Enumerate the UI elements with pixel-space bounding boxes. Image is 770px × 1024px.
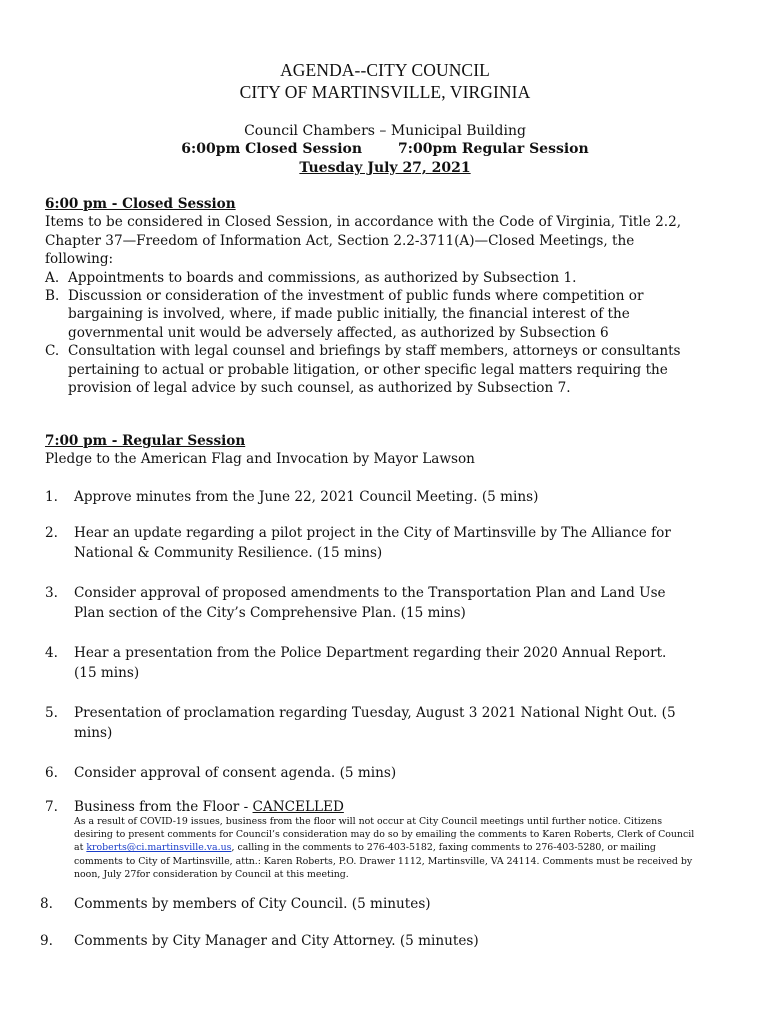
meeting-date xyxy=(0,160,770,176)
note-line-5: noon, July 27for consideration by Council at this meeting. xyxy=(74,868,349,880)
item-text: Approve minutes from the June 22, 2021 Council Meeting. (5 mins) xyxy=(74,489,539,505)
closed-session-heading: 6:00 pm - Closed Session xyxy=(45,196,236,212)
clerk-email-link[interactable]: kroberts@ci.martinsville.va.us xyxy=(86,842,232,854)
cancelled-status: CANCELLED xyxy=(252,799,344,815)
meeting-location: Council Chambers – Municipal Building xyxy=(244,123,526,139)
item-text xyxy=(45,797,735,817)
regular-session-heading: 7:00 pm - Regular Session xyxy=(45,433,246,449)
closed-intro-line-2: Chapter 37—Freedom of Information Act, Section 2.2-3711(A)—Closed Meetings, the xyxy=(45,232,635,249)
closed-session-section xyxy=(45,195,735,397)
note-line-2: desiring to present comments for Council’s consideration may do so by emailing the comments to Karen Roberts, Clerk of Council xyxy=(74,829,695,841)
meeting-date-text: Tuesday July 27, 2021 xyxy=(299,160,471,176)
agenda-title: AGENDA--CITY COUNCIL xyxy=(280,60,490,80)
agenda-item-2 xyxy=(45,523,735,563)
item-text: Comments by members of City Council. (5 minutes) xyxy=(74,896,431,912)
item-number: 2. xyxy=(45,525,58,541)
item-number: 5. xyxy=(45,705,58,721)
closed-item-text: pertaining to actual or probable litigation, or other specific legal matters requiring the xyxy=(68,361,668,378)
agenda-item-8 xyxy=(40,894,730,914)
item-text: Plan section of the City’s Comprehensive Plan. (15 mins) xyxy=(74,605,466,621)
closed-item-marker: A. xyxy=(45,269,60,286)
item-number: 8. xyxy=(40,896,53,912)
closed-item-text: governmental unit would be adversely affected, as authorized by Subsection 6 xyxy=(68,324,609,341)
closed-item-text: Appointments to boards and commissions, as authorized by Subsection 1. xyxy=(68,269,577,286)
agenda-item-4 xyxy=(45,643,735,683)
note-line-4: comments to City of Martinsville, attn.: Karen Roberts, P.O. Drawer 1112, Martinsville, VA 24114. Comments must be received by xyxy=(74,855,693,867)
item-number: 3. xyxy=(45,585,58,601)
closed-item-text: bargaining is involved, where, if made public initially, the financial interest of the xyxy=(68,306,630,323)
item-text: mins) xyxy=(74,725,113,741)
closed-item-b xyxy=(45,287,735,342)
item-number: 4. xyxy=(45,645,58,661)
item-text: Consider approval of consent agenda. (5 mins) xyxy=(74,765,397,781)
item-text-label: Business from the Floor - xyxy=(74,799,253,815)
item-text: (15 mins) xyxy=(74,665,140,681)
session-times xyxy=(0,141,770,157)
closed-intro-line-3: following: xyxy=(45,251,114,268)
item-number: 1. xyxy=(45,489,58,505)
covid-note xyxy=(74,815,734,881)
note-line-3-pre: at xyxy=(74,842,87,854)
closed-item-marker: B. xyxy=(45,288,60,305)
regular-session-time: 7:00pm Regular Session xyxy=(398,141,589,157)
item-text: Consider approval of proposed amendments to the Transportation Plan and Land Use xyxy=(74,585,666,601)
agenda-item-5 xyxy=(45,703,735,743)
pledge-line: Pledge to the American Flag and Invocation by Mayor Lawson xyxy=(45,451,475,468)
closed-session-time: 6:00pm Closed Session xyxy=(181,141,363,157)
agenda-item-3 xyxy=(45,583,735,623)
closed-item-a xyxy=(45,269,735,287)
city-title: CITY OF MARTINSVILLE, VIRGINIA xyxy=(239,82,531,102)
closed-item-c xyxy=(45,342,735,397)
item-text: Comments by City Manager and City Attorney. (5 minutes) xyxy=(74,933,479,949)
item-text: National & Community Resilience. (15 mins) xyxy=(74,545,383,561)
closed-item-text: Consultation with legal counsel and briefings by staff members, attorneys or consultants xyxy=(68,343,681,360)
note-line-3 xyxy=(74,841,734,854)
closed-intro-line-1: Items to be considered in Closed Session, in accordance with the Code of Virginia, Title 2.2, xyxy=(45,214,682,231)
item-number: 9. xyxy=(40,933,53,949)
item-text: Hear a presentation from the Police Department regarding their 2020 Annual Report. xyxy=(74,645,667,661)
item-number: 6. xyxy=(45,765,58,781)
item-number: 7. xyxy=(45,799,58,815)
agenda-item-9 xyxy=(40,931,730,951)
item-text: Presentation of proclamation regarding Tuesday, August 3 2021 National Night Out. (5 xyxy=(74,705,676,721)
note-line-1: As a result of COVID-19 issues, business from the floor will not occur at City Council meetings until further notice. Citizens xyxy=(74,816,663,827)
note-line-3-post: , calling in the comments to 276-403-5182, faxing comments to 276-403-5280, or mailing xyxy=(231,842,656,854)
closed-item-text: provision of legal advice by such counsel, as authorized by Subsection 7. xyxy=(68,380,571,397)
closed-item-marker: C. xyxy=(45,343,60,360)
agenda-item-7 xyxy=(45,797,735,817)
regular-session-header xyxy=(45,432,735,469)
closed-item-text: Discussion or consideration of the investment of public funds where competition or xyxy=(68,288,644,305)
item-text: Hear an update regarding a pilot project in the City of Martinsville by The Alliance for xyxy=(74,525,671,541)
agenda-item-6 xyxy=(45,763,735,783)
agenda-item-1 xyxy=(45,487,735,507)
